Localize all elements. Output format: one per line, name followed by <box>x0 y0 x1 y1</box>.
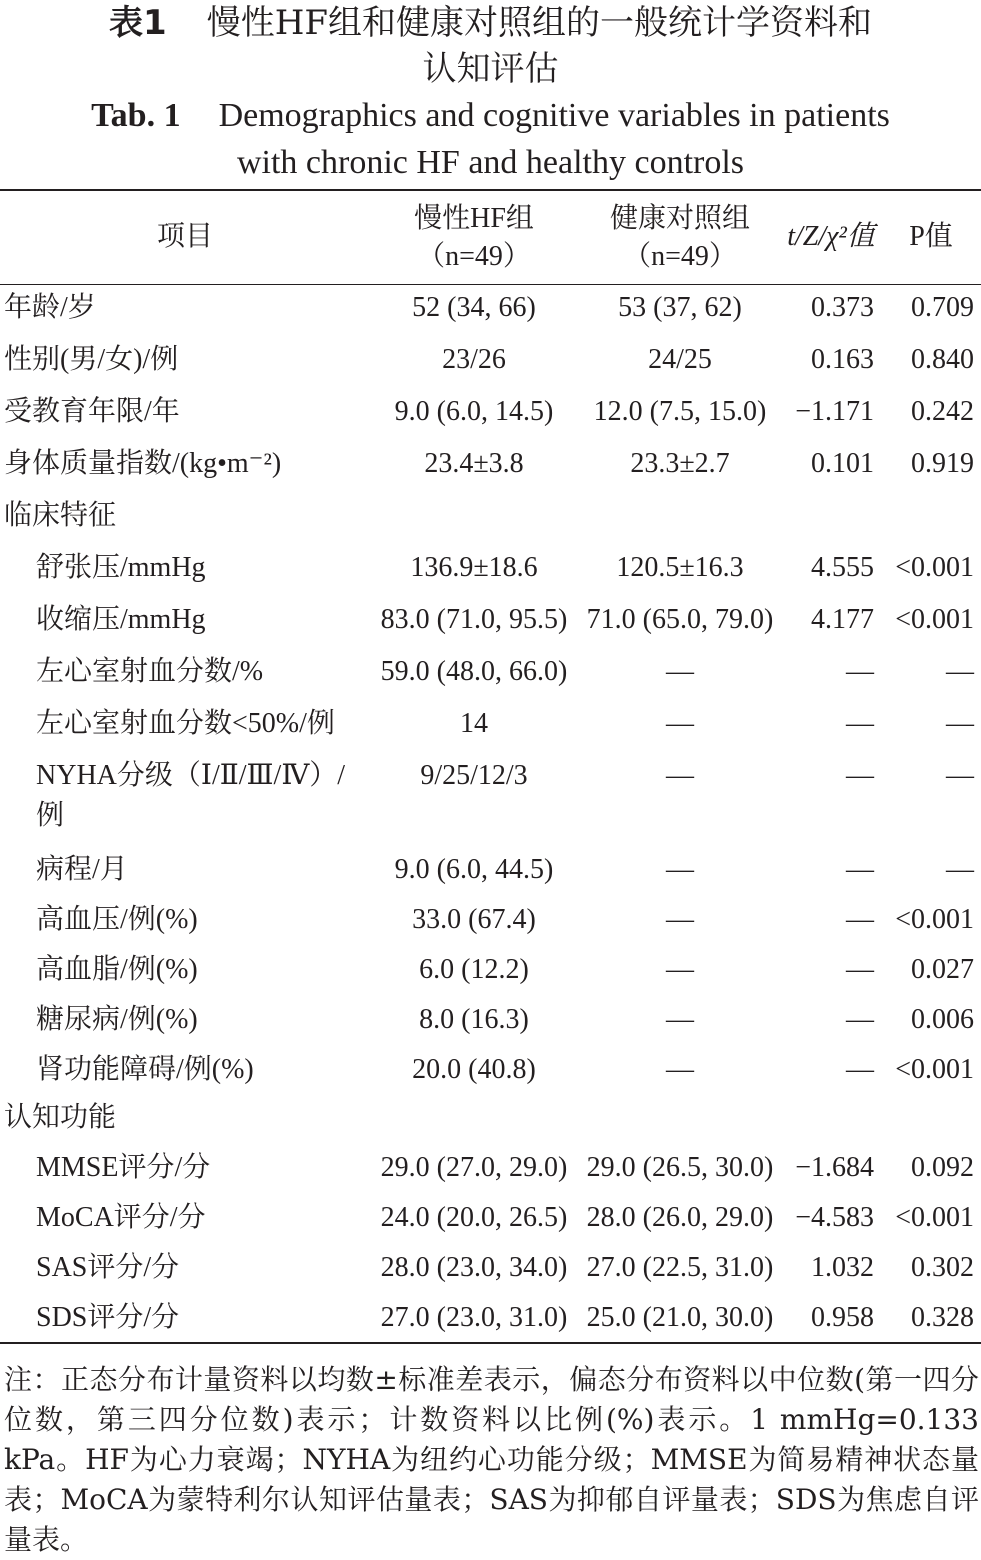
cell-p-value: <0.001 <box>895 1202 974 1233</box>
cell-p-value: <0.001 <box>895 1054 974 1085</box>
cell-stat-value: — <box>846 1054 874 1085</box>
cell-hf-value: 28.0 (23.0, 34.0) <box>380 1252 568 1283</box>
row-label: 左心室射血分数<50%/例 <box>36 708 335 739</box>
cell-ctrl-value: — <box>666 954 694 985</box>
cell-hf-value: 83.0 (71.0, 95.5) <box>380 604 568 635</box>
cell-ctrl-value: — <box>666 760 694 791</box>
header-rule <box>0 284 981 285</box>
cell-stat-value: — <box>846 854 874 885</box>
cell-stat-value: 0.101 <box>811 448 874 479</box>
cell-hf-value: 52 (34, 66) <box>412 292 536 323</box>
row-label: 肾功能障碍/例(%) <box>36 1054 254 1085</box>
row-label: NYHA分级（Ⅰ/Ⅱ/Ⅲ/Ⅳ）/ <box>36 760 346 791</box>
row-label: SDS评分/分 <box>36 1302 180 1333</box>
header-ctrl-line2: （n=49） <box>623 241 737 272</box>
cell-hf-value: 136.9±18.6 <box>410 552 538 583</box>
title-cn-line2: 认知评估 <box>422 49 559 89</box>
row-label: MoCA评分/分 <box>36 1202 206 1233</box>
cell-stat-value: — <box>846 708 874 739</box>
row-label: 高血脂/例(%) <box>36 954 198 985</box>
row-label-cont: 例 <box>36 800 65 831</box>
cell-p-value: 0.328 <box>911 1302 974 1333</box>
cell-p-value: — <box>946 656 974 687</box>
row-label: 认知功能 <box>4 1102 117 1133</box>
cell-stat-value: — <box>846 904 874 935</box>
cell-ctrl-value: 24/25 <box>648 344 712 375</box>
header-ctrl-line1: 健康对照组 <box>609 203 750 234</box>
header-stat: t/Z/χ²值 <box>787 221 875 252</box>
cell-p-value: — <box>946 708 974 739</box>
row-label: 左心室射血分数/% <box>36 656 264 687</box>
cell-hf-value: 9.0 (6.0, 14.5) <box>394 396 554 427</box>
cell-hf-value: 9.0 (6.0, 44.5) <box>394 854 554 885</box>
header-hf-line1: 慢性HF组 <box>414 203 534 234</box>
row-label: 糖尿病/例(%) <box>36 1004 198 1035</box>
cell-stat-value: 0.373 <box>811 292 874 323</box>
cell-p-value: 0.006 <box>911 1004 974 1035</box>
cell-hf-value: 6.0 (12.2) <box>419 954 529 985</box>
cell-p-value: <0.001 <box>895 904 974 935</box>
cell-hf-value: 33.0 (67.4) <box>412 904 536 935</box>
title-en-text: Demographics and cognitive variables in patients <box>218 97 890 134</box>
title-cn-line1 <box>0 0 981 46</box>
cell-p-value: 0.242 <box>911 396 974 427</box>
cell-hf-value: 23.4±3.8 <box>424 448 524 479</box>
cell-stat-value: −1.171 <box>795 396 874 427</box>
top-rule <box>0 189 981 191</box>
row-label: 病程/月 <box>36 854 128 885</box>
row-label: 性别(男/女)/例 <box>4 344 179 375</box>
cell-p-value: 0.840 <box>911 344 974 375</box>
cell-stat-value: — <box>846 656 874 687</box>
title-en-line2: with chronic HF and healthy controls <box>236 144 745 181</box>
row-label: 高血压/例(%) <box>36 904 198 935</box>
cell-ctrl-value: — <box>666 904 694 935</box>
cell-p-value: — <box>946 760 974 791</box>
cell-stat-value: — <box>846 954 874 985</box>
cell-stat-value: — <box>846 760 874 791</box>
row-label: 受教育年限/年 <box>4 396 180 427</box>
cell-ctrl-value: 12.0 (7.5, 15.0) <box>593 396 767 427</box>
cell-hf-value: 59.0 (48.0, 66.0) <box>380 656 568 687</box>
cell-ctrl-value: 27.0 (22.5, 31.0) <box>586 1252 774 1283</box>
cell-p-value: 0.919 <box>911 448 974 479</box>
cell-stat-value: 1.032 <box>811 1252 874 1283</box>
cell-p-value: <0.001 <box>895 552 974 583</box>
cell-ctrl-value: 28.0 (26.0, 29.0) <box>586 1202 774 1233</box>
title-en-line1 <box>0 93 981 139</box>
cell-stat-value: 4.177 <box>811 604 874 635</box>
row-label: SAS评分/分 <box>36 1252 180 1283</box>
cell-ctrl-value: 23.3±2.7 <box>630 448 730 479</box>
cell-ctrl-value: — <box>666 708 694 739</box>
cell-stat-value: −4.583 <box>795 1202 874 1233</box>
cell-p-value: 0.302 <box>911 1252 974 1283</box>
cell-stat-value: 0.958 <box>811 1302 874 1333</box>
cell-ctrl-value: — <box>666 1054 694 1085</box>
table-note: 注：正态分布计量资料以均数±标准差表示，偏态分布资料以中位数(第一四分位数，第三四分位数)表示；计数资料以比例(%)表示。1 mmHg=0.133 kPa。HF为心力衰竭；NYHA为纽约心功能分级；MMSE为简易精神状态量表；MoCA为蒙特利尔认知评估量表；SAS为抑郁自评量表；SDS为焦虑自评量表。 <box>4 1363 979 1556</box>
row-label: 年龄/岁 <box>4 292 96 323</box>
cell-ctrl-value: — <box>666 854 694 885</box>
bottom-rule <box>0 1342 981 1344</box>
cell-stat-value: 4.555 <box>811 552 874 583</box>
table-label-cn: 表1 <box>109 3 167 43</box>
cell-ctrl-value: — <box>666 1004 694 1035</box>
cell-hf-value: 14 <box>460 708 488 739</box>
cell-p-value: — <box>946 854 974 885</box>
row-label: 舒张压/mmHg <box>36 552 206 583</box>
cell-hf-value: 9/25/12/3 <box>420 760 528 791</box>
table-label-en: Tab. 1 <box>91 97 181 134</box>
cell-ctrl-value: 71.0 (65.0, 79.0) <box>586 604 774 635</box>
title-cn-text: 慢性HF组和健康对照组的一般统计学资料和 <box>206 3 872 43</box>
cell-ctrl-value: 25.0 (21.0, 30.0) <box>586 1302 774 1333</box>
cell-p-value: 0.092 <box>911 1152 974 1183</box>
cell-ctrl-value: 120.5±16.3 <box>616 552 744 583</box>
row-label: 收缩压/mmHg <box>36 604 206 635</box>
cell-stat-value: 0.163 <box>811 344 874 375</box>
cell-hf-value: 27.0 (23.0, 31.0) <box>380 1302 568 1333</box>
row-label: 身体质量指数/(kg•m⁻²) <box>4 448 282 479</box>
row-label: 临床特征 <box>4 500 117 531</box>
row-label: MMSE评分/分 <box>36 1152 211 1183</box>
header-hf-line2: （n=49） <box>417 241 531 272</box>
cell-p-value: <0.001 <box>895 604 974 635</box>
cell-hf-value: 24.0 (20.0, 26.5) <box>380 1202 568 1233</box>
cell-ctrl-value: — <box>666 656 694 687</box>
cell-p-value: 0.709 <box>911 292 974 323</box>
cell-ctrl-value: 53 (37, 62) <box>618 292 742 323</box>
header-p: P值 <box>909 221 953 252</box>
cell-ctrl-value: 29.0 (26.5, 30.0) <box>586 1152 774 1183</box>
cell-hf-value: 29.0 (27.0, 29.0) <box>380 1152 568 1183</box>
cell-stat-value: — <box>846 1004 874 1035</box>
cell-hf-value: 23/26 <box>442 344 506 375</box>
cell-p-value: 0.027 <box>911 954 974 985</box>
cell-stat-value: −1.684 <box>795 1152 874 1183</box>
header-item: 项目 <box>156 221 213 252</box>
cell-hf-value: 8.0 (16.3) <box>419 1004 529 1035</box>
cell-hf-value: 20.0 (40.8) <box>412 1054 536 1085</box>
